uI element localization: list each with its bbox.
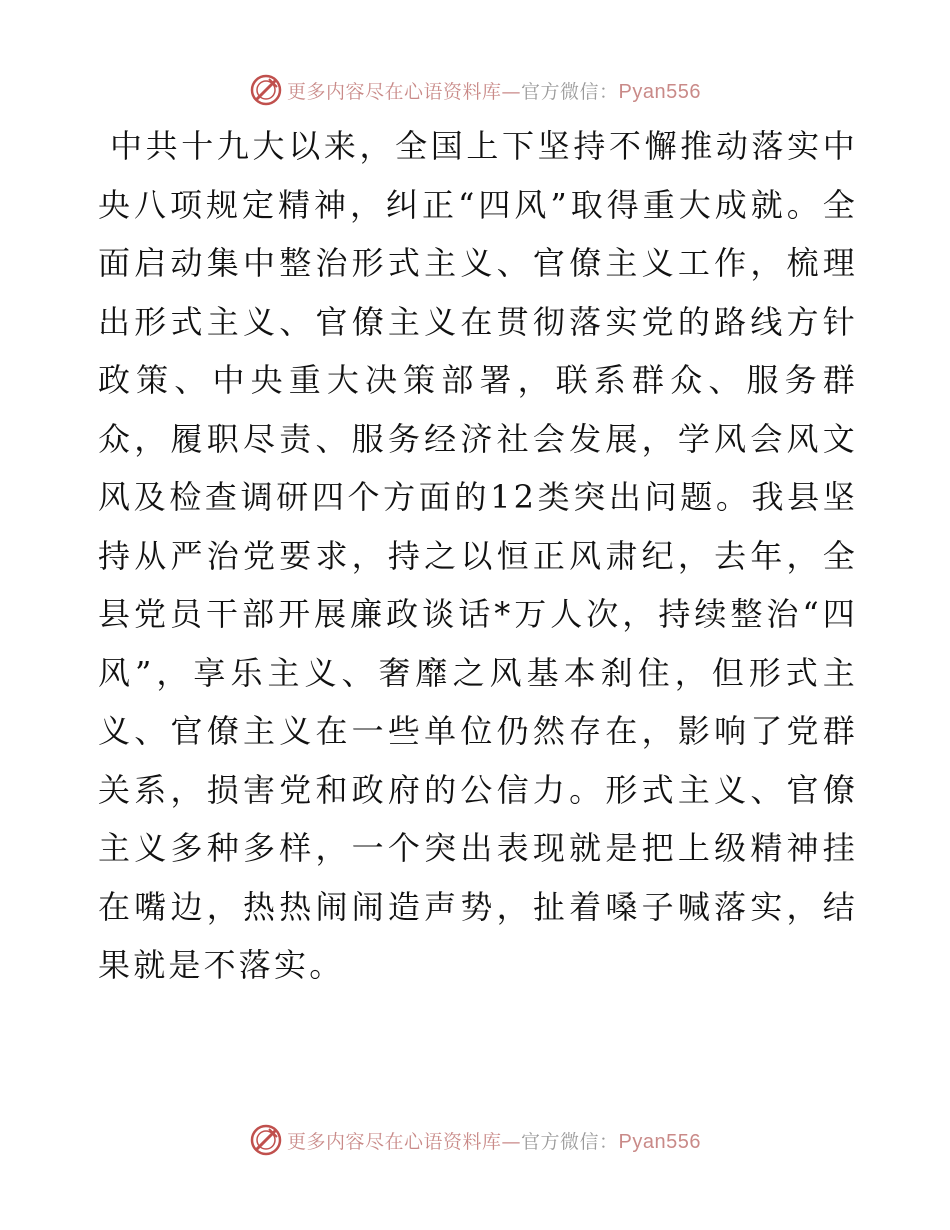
- watermark-wechat-id: Pyan556: [618, 1130, 701, 1153]
- document-paragraph: 中共十九大以来，全国上下坚持不懈推动落实中央八项规定精神，纠正“四风”取得重大成就。全面启动集中整治形式主义、官僚主义工作，梳理出形式主义、官僚主义在贯彻落实党的路线方针政策、中央重大决策部署，联系群众、服务群众，履职尽责、服务经济社会发展，学风会风文风及检查调研四个方面的12类突出问题。我县坚持从严治党要求，持之以恒正风肃纪，去年，全县党员干部开展廉政谈话*万人次，持续整治“四风”，享乐主义、奢靡之风基本刹住，但形式主义、官僚主义在一些单位仍然存在，影响了党群关系，损害党和政府的公信力。形式主义、官僚主义多种多样，一个突出表现就是把上级精神挂在嘴边，热热闹闹造声势，扯着嗓子喊落实，结果就是不落实。: [98, 127, 858, 984]
- seal-logo-icon: [249, 73, 283, 107]
- watermark-brand: 更多内容尽在心语资料库—: [287, 1130, 522, 1153]
- watermark-wechat-label: 官方微信：: [521, 1130, 619, 1153]
- watermark-text: [287, 1127, 701, 1154]
- watermark-wechat-id: Pyan556: [618, 80, 701, 103]
- footer-watermark: [0, 1120, 950, 1160]
- watermark-brand: 更多内容尽在心语资料库—: [287, 80, 522, 103]
- watermark-text: [287, 77, 701, 104]
- watermark-wechat-label: 官方微信：: [521, 80, 619, 103]
- header-watermark: [0, 70, 950, 110]
- seal-logo-icon: [249, 1123, 283, 1157]
